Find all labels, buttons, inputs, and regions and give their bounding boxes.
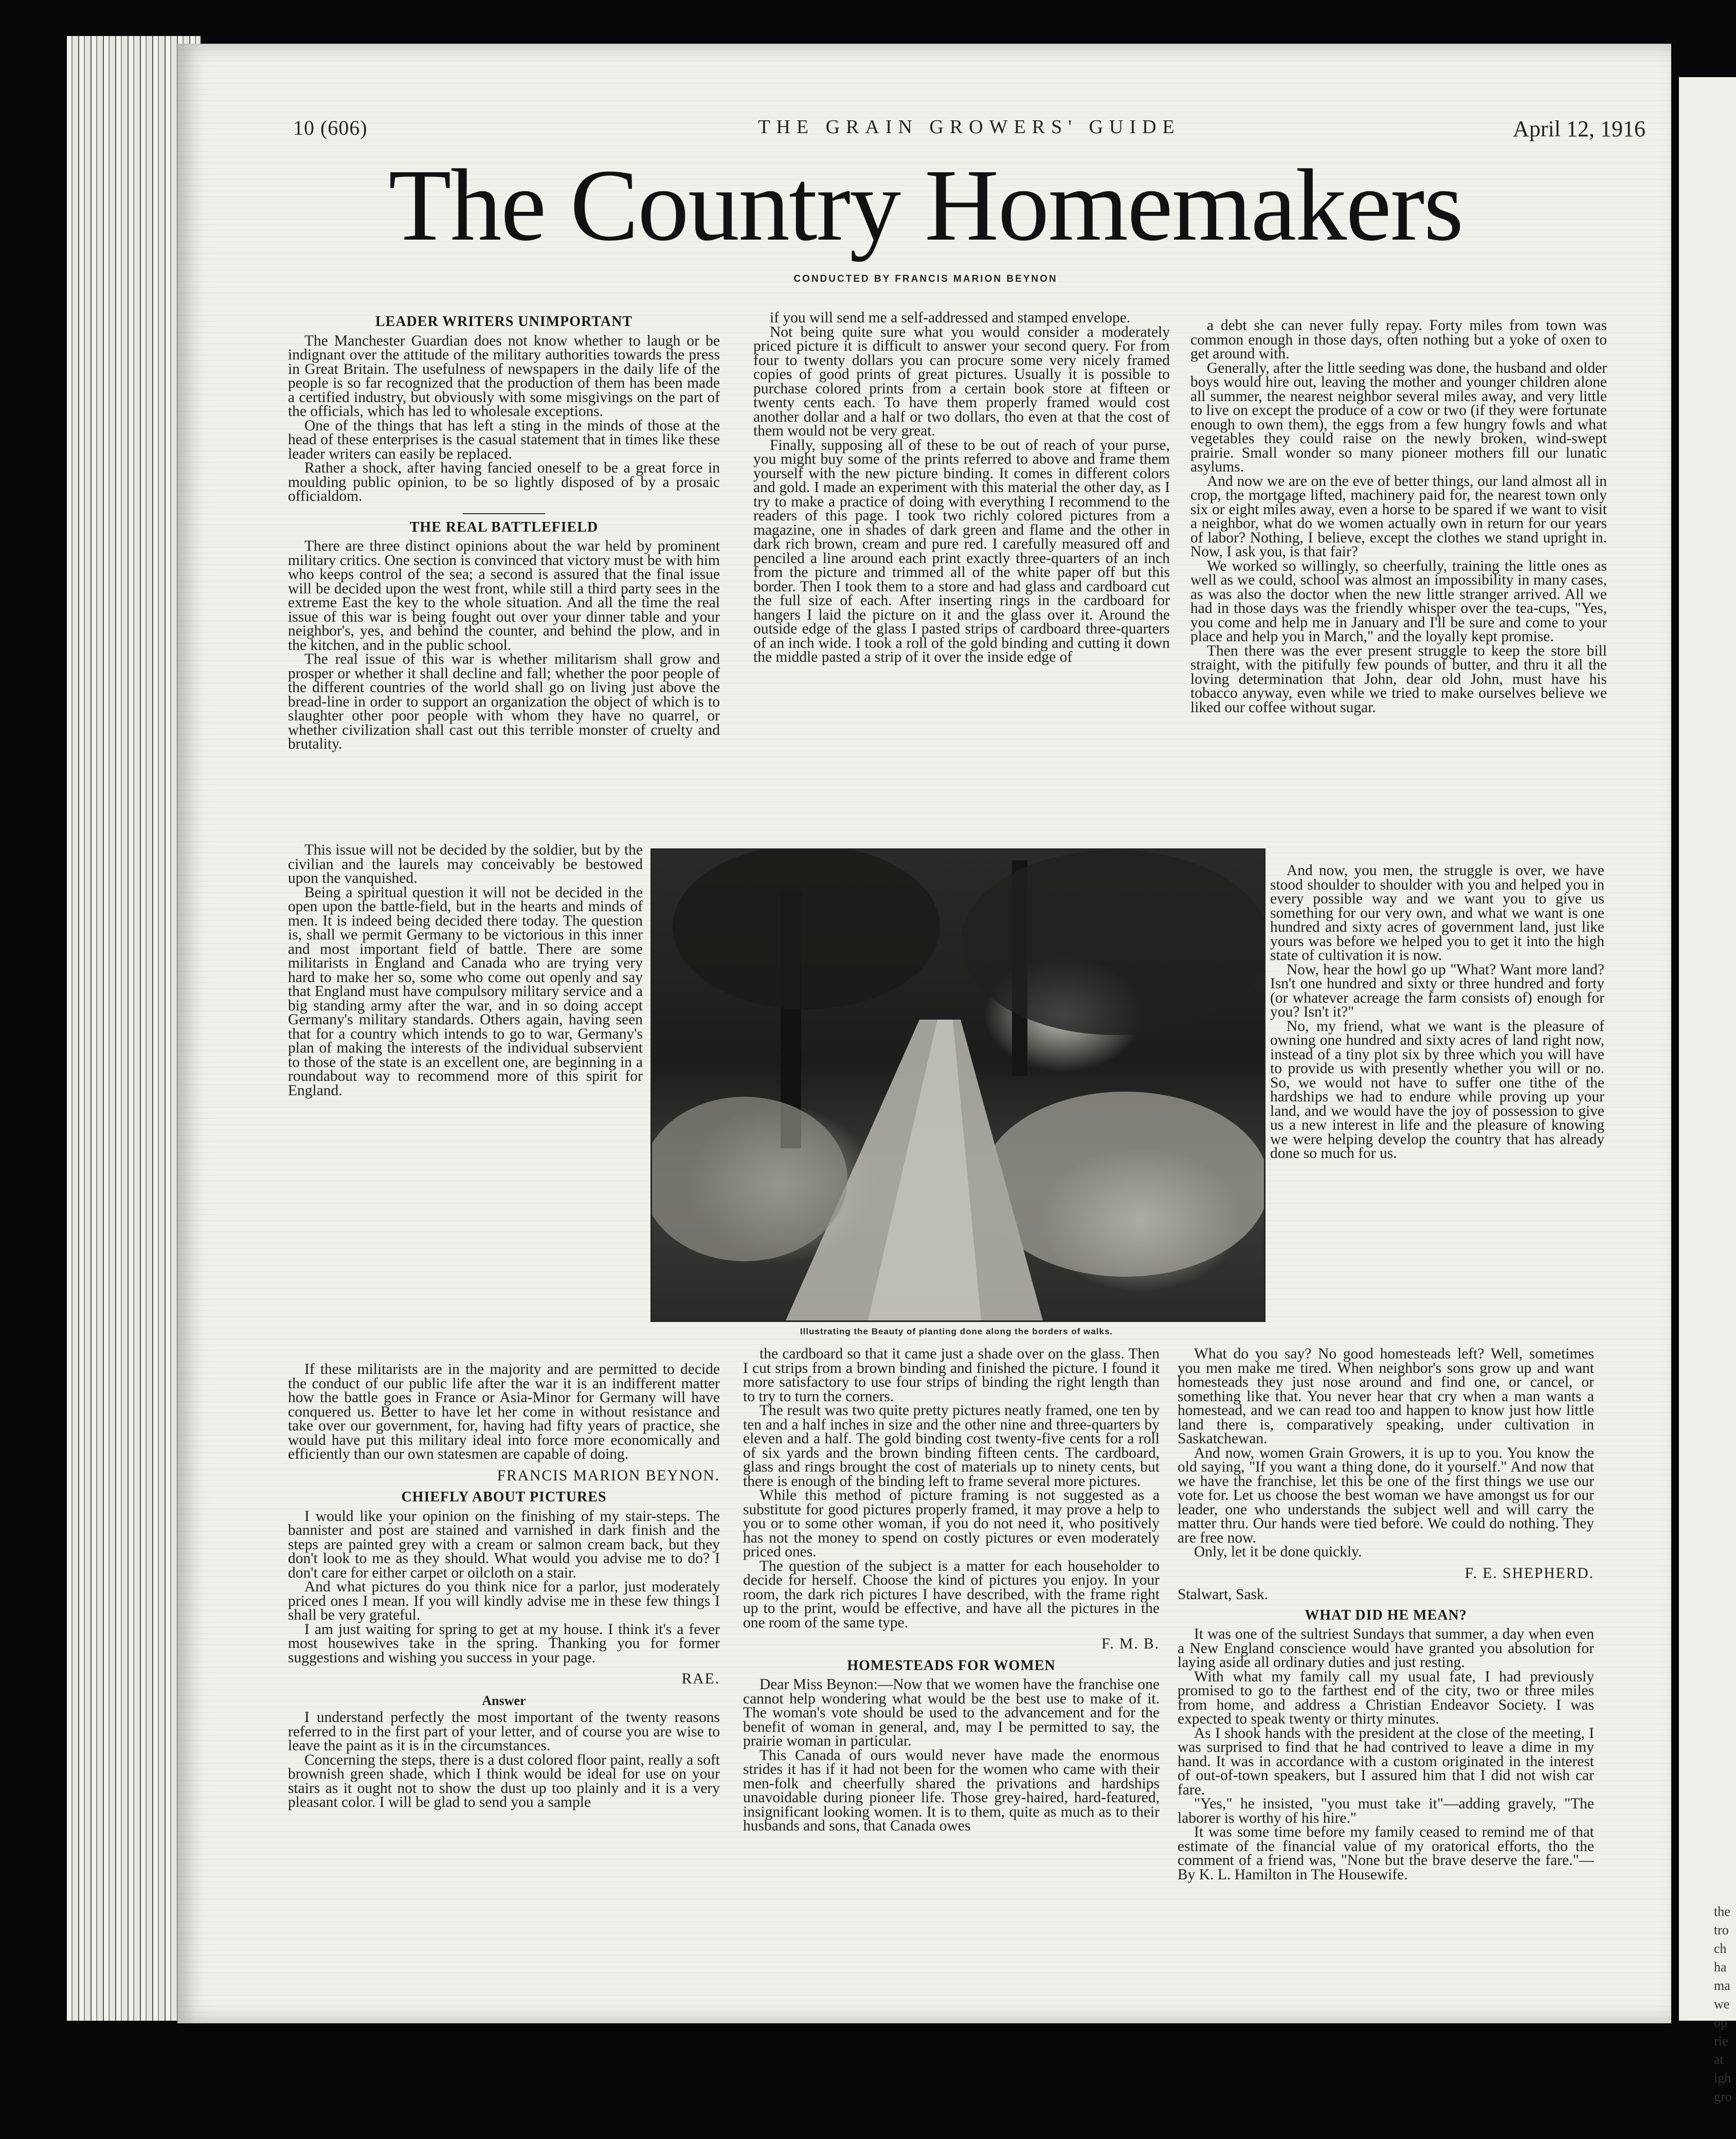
- paragraph: It was one of the sultriest Sundays that summer, a day when even a New England conscience would have granted you absolution for laying aside all ordinary duties and just resting.: [1178, 1626, 1594, 1671]
- signature: F. E. SHEPHERD.: [1464, 1565, 1594, 1582]
- paragraph: a debt she can never fully repay. Forty miles from town was common enough in those days, often nothing but a yoke of oxen to get around with.: [1190, 319, 1607, 362]
- adjacent-page-fragment: rie: [1714, 2034, 1728, 2049]
- signature: F. M. B.: [1101, 1636, 1160, 1652]
- paragraph: The question of the subject is a matter for each householder to decide for herself. Choose the kind of pictures you enjoy. In your room, the dark rich pictures I have described, with the frame right up to the print, would be effective, and have all the pictures in the one room of the same type.: [743, 1557, 1160, 1631]
- paragraph: the cardboard so that it came just a shade over on the glass. Then I cut strips from a brown binding and finished the picture. I found it more satisfactory to use four strips of binding the right length than to try to turn the corners.: [743, 1347, 1160, 1405]
- paragraph: As I shook hands with the president at the close of the meeting, I was surprised to find that he had contrived to leave a dime in my hand. It was in accordance with a custom originated in the interest of out-of-town speakers, but I assured him that I did not wish car fare.: [1178, 1725, 1594, 1798]
- paragraph: With what my family call my usual fate, I had previously promised to go to the farthest end of the city, two or three miles from home, and address a Christian Endeavor Society. I was expected to speak twenty or thirty minutes.: [1178, 1668, 1594, 1727]
- paragraph: I would like your opinion on the finishing of my stair-steps. The bannister and post are stained and varnished in dark finish and the steps are painted grey with a cream or salmon cream back, but they don't look to me as they should. What would you advise me to do? I don't care for either carpet or oilcloth on a stair.: [288, 1508, 720, 1581]
- paragraph: It was some time before my family ceased to remind me of that estimate of the financial value of my oratorical efforts, tho the comment of a friend was, "None but the brave deserve the fare."—By K. L. Hamilton in The Housewife.: [1178, 1824, 1594, 1883]
- paragraph: Only, let it be done quickly.: [1194, 1544, 1362, 1560]
- paragraph: Not being quite sure what you would consider a moderately priced picture it is difficult to answer your second query. For from four to twenty dollars you can procure some very nicely framed copies of good prints of great pictures. Usually it is possible to purchase colored prints from a certain book store at fifteen or twenty cents each. To have them properly framed would cost another dollar and a half or two dollars, tho even at that the cost of them would not be very great.: [753, 323, 1170, 439]
- paragraph: I am just waiting for spring to get at my house. I think it's a fever most housewives take in the spring. Thanking you for former suggestions and wishing you success in your page.: [288, 1621, 720, 1666]
- page-header: [293, 116, 1645, 147]
- paragraph: Finally, supposing all of these to be out of reach of your purse, you might buy some of the prints referred to above and frame them yourself with the new picture binding. It comes in different colors and gold. I made an experiment with this material the other day, as I try to make a practice of doing with everything I recommend to the readers of this page. I took two richly colored pictures from a magazine, one in shades of dark green and flame and the other in dark rich brown, cream and pure red. I carefully measured off and penciled a line around each print exactly three-quarters of an inch from the picture and trimmed all of the white paper off but this border. Then I took them to a store and had glass and cardboard cut the full size of each. After inserting rings in the cardboard for hangers I laid the picture on it and the glass over it. Around the outside edge of the glass I pasted strips of cardboard three-quarters of an inch wide. I took a roll of the gold binding and cutting it down the middle pasted a strip of it over the inside edge of: [753, 437, 1170, 665]
- adjacent-page-fragment: the: [1714, 1904, 1730, 1919]
- article-heading: WHAT DID HE MEAN?: [1305, 1607, 1467, 1623]
- paragraph: What do you say? No good homesteads left? Well, sometimes you men make me tired. When neighbor's sons grow up and want homesteads they just nose around and find one, or cancel, or something like that. You never hear that cry when a man wants a homestead, and we can read too and happen to know just how little land there is, comparatively speaking, under cultivation in Saskatchewan.: [1178, 1347, 1594, 1447]
- photo-caption: Illustrating the Beauty of planting done along the borders of walks.: [800, 1327, 1113, 1336]
- paragraph: Concerning the steps, there is a dust colored floor paint, really a soft brownish green shade, which I think would be ideal for use on your stairs as it ought not to show the dust up too plainly and it is a very pleasant color. I will be glad to send you a sample: [288, 1751, 720, 1810]
- paragraph: And now, women Grain Growers, it is up to you. You know the old saying, "If you want a thing done, do it yourself." And now that we have the franchise, let this be one of the first things we use our vote for. Let us choose the best woman we have amongst us for our leader, one who understands the subject well and will carry the matter thru. Our hands were tied before. We could do nothing. They are free now.: [1178, 1444, 1594, 1546]
- adjacent-page-fragment: we: [1714, 1997, 1730, 2011]
- paragraph: Now, hear the howl go up "What? Want more land? Isn't one hundred and sixty or three hundred and forty (or whatever acreage the farm consists of) enough for you? Isn't it?": [1270, 961, 1604, 1020]
- paragraph: This Canada of ours would never have made the enormous strides it has if it had not been for the women who came with their men-folk and cheerfully shared the privations and hardships unavoidable during pioneer life. Those grey-haired, hard-featured, insignificant looking women. It is to them, quite as much as to their husbands and sons, that Canada owes: [743, 1747, 1160, 1834]
- paragraph: We worked so willingly, so cheerfully, training the little ones as well as we could, school was almost an impossibility in many cases, as was also the doctor when the new little stranger arrived. All we had in those days was the friendly whisper over the tea-cups, "Yes, you come and help me in January and I'll be sure and come to your place and help you in March," and the loyally kept promise.: [1190, 557, 1607, 645]
- paragraph: I understand perfectly the most important of the twenty reasons referred to in the first part of your letter, and of course you are wise to leave the paint as it is in the circumstances.: [288, 1709, 720, 1754]
- divider: [463, 513, 545, 514]
- paragraph: "Yes," he insisted, "you must take it"—adding gravely, "The laborer is worthy of his hire.": [1178, 1796, 1594, 1826]
- adjacent-page: [1679, 77, 1736, 2104]
- adjacent-page-fragment: ha: [1714, 1960, 1727, 1974]
- paragraph: And now, you men, the struggle is over, we have stood shoulder to shoulder with you and helped you in every possible way and we want you to give us something for our very own, and what we want is one hundred and sixty acres of government land, just like yours was before we helped you to get it into the high state of cultivation it is now.: [1270, 864, 1604, 964]
- paragraph: If these militarists are in the majority and are permitted to decide the conduct of our public life after the war it is an indifferent matter how the battle goes in France or Asia-Minor for Germany will have conquered us. Better to have let her come in without resistance and take over our government, for, having had fifty years of practice, she would have put this military ideal into force more economically and efficiently than our own statesmen are capable of doing.: [288, 1363, 720, 1462]
- section-title: The Country Homemakers: [388, 149, 1463, 262]
- byline: CONDUCTED BY FRANCIS MARION BEYNON: [793, 274, 1058, 284]
- adjacent-page-fragment: tro: [1714, 1923, 1729, 1937]
- paragraph: And what pictures do you think nice for a parlor, just moderately priced ones I mean. If you will kindly advise me in these few things I shall be very grateful.: [288, 1579, 720, 1623]
- article-heading: LEADER WRITERS UNIMPORTANT: [375, 314, 633, 330]
- article-heading: CHIEFLY ABOUT PICTURES: [401, 1489, 607, 1505]
- paragraph: The result was two quite pretty pictures neatly framed, one ten by ten and a half inches in size and the other nine and three-quarters by eleven and a half. The gold binding cost twenty-five cents for a roll of six yards and the brown binding fifteen cents. The cardboard, glass and rings brought the cost of materials up to ninety cents, but there is enough of the binding left to frame several more pictures.: [743, 1402, 1160, 1490]
- adjacent-page-fragment: gro: [1714, 2089, 1732, 2104]
- paragraph: Then there was the ever present struggle to keep the store bill straight, with the pitifully few pounds of butter, and thru it all the loving determination that John, dear old John, must have his tobacco anyway, even while we tried to make ourselves believe we liked our coffee without sugar.: [1190, 642, 1607, 716]
- paragraph: While this method of picture framing is not suggested as a substitute for good pictures properly framed, it may prove a help to you or to some other woman, if you do not need it, who positively has not the money to spend on costly pictures or even moderately priced ones.: [743, 1487, 1160, 1560]
- paragraph: if you will send me a self-addressed and stamped envelope.: [770, 311, 1131, 326]
- page-number: 10 (606): [293, 116, 368, 139]
- adjacent-page-fragment: at: [1714, 2052, 1724, 2067]
- paragraph: The real issue of this war is whether militarism shall grow and prosper or whether it shall decline and fall; whether the poor people of the different countries of the world shall go on living just above the bread-line in order to support an organization the object of which is to slaughter other poor people with whom they have no quarrel, or whether civilization shall cast out this terrible monster of cruelty and brutality.: [288, 651, 720, 752]
- middle-column-top: [753, 311, 1170, 841]
- adjacent-page-text: [1714, 1902, 1734, 2106]
- paragraph: One of the things that has left a sting in the minds of those at the head of these enterprises is the casual statement that in times like these leader writers can easily be replaced.: [288, 417, 720, 462]
- answer-heading: Answer: [482, 1693, 526, 1708]
- paragraph: Generally, after the little seeding was done, the husband and older boys would hire out, leaving the mother and younger children alone all summer, the nearest neighbor several miles away, and very little to live on except the produce of a cow or two (if they were fortunate enough to own them), the eggs from a few hungry fowls and what vegetables they could raise on the newly broken, wind-swept prairie. Small wonder so many pioneer mothers fill our lunatic asylums.: [1190, 359, 1607, 475]
- adjacent-page-fragment: ma: [1714, 1978, 1730, 1993]
- middle-column-bottom: [743, 1347, 1160, 1892]
- right-column-top: [1190, 319, 1607, 859]
- signature: FRANCIS MARION BEYNON.: [497, 1467, 720, 1484]
- paragraph: There are three distinct opinions about the war held by prominent military critics. One section is convinced that victory must be with him who keeps control of the sea; a second is assured that the final issue will be decided upon the west front, while still a third party sees in the extreme East the key to the whole situation. And all the time the real issue of this war is being fought out over your dinner table and your neighbor's, yes, and behind the counter, and behind the plow, and in the kitchen, and in the public school.: [288, 538, 720, 654]
- paragraph: Rather a shock, after having fancied oneself to be a great force in moulding public opinion, to be so lightly disposed of by a prosaic officialdom.: [288, 460, 720, 504]
- left-lower-column: [288, 1363, 720, 1892]
- paragraph: This issue will not be decided by the soldier, but by the civilian and the laurels may conceivably be bestowed upon the vanquished.: [288, 843, 643, 886]
- adjacent-page-fragment: op: [1714, 2015, 1727, 2030]
- paragraph: No, my friend, what we want is the pleasure of owning one hundred and sixty acres of land right now, instead of a tiny plot six by three which you will have to provide us with presently whether you will or no. So, we would not have to suffer one tithe of the hardships we had to endure while proving up your land, and we would have the joy of possession to give us a new interest in life and the pleasure of knowing we were helping develop the country that has already done so much for us.: [1270, 1018, 1604, 1162]
- article-heading: HOMESTEADS FOR WOMEN: [847, 1657, 1056, 1674]
- right-column-bottom: [1178, 1347, 1594, 1892]
- publication-name: THE GRAIN GROWERS' GUIDE: [758, 116, 1181, 138]
- letter-location: Stalwart, Sask.: [1178, 1586, 1269, 1603]
- left-narrow-column: [288, 843, 643, 1357]
- article-heading: THE REAL BATTLEFIELD: [409, 519, 599, 535]
- adjacent-page-fragment: igh: [1714, 2071, 1731, 2086]
- garden-walk-photo: [650, 848, 1265, 1322]
- right-narrow-column: [1270, 864, 1604, 1357]
- adjacent-page-fragment: ch: [1714, 1941, 1727, 1956]
- garden-illustration: [652, 850, 1264, 1320]
- paragraph: Being a spiritual question it will not be decided in the open upon the battle-field, but in the hearts and minds of men. It is indeed being decided there today. The question is, shall we permit Germany to be victorious in this inner and most important field of battle. There are some militarists in England and Canada who are trying very hard to make her so, some who come out openly and say that England must have compulsory military service and a big standing army after the war, and in so doing accept Germany's military standards. Others again, having seen that for a country which intends to go to war, Germany's plan of making the interests of the individual subservient to those of the state is an excellent one, are beginning in a roundabout way to recommend more of this spirit for England.: [288, 884, 643, 1099]
- signature: RAE.: [681, 1671, 720, 1687]
- paragraph: Dear Miss Beynon:—Now that we women have the franchise one cannot help wondering what would be the best use to make of it. The woman's vote should be used to the advancement and for the benefit of woman in general, and, may I be permitted to say, the prairie woman in particular.: [743, 1676, 1160, 1749]
- paragraph: And now we are on the eve of better things, our land almost all in crop, the mortgage lifted, machinery paid for, the nearest town only six or eight miles away, even a horse to be spared if we want to visit a neighbor, what do we women actually own in return for our years of labor? Nothing, I believe, except the clothes we stand upright in. Now, I ask you, is that fair?: [1190, 473, 1607, 560]
- issue-date: April 12, 1916: [1513, 116, 1645, 141]
- paragraph: The Manchester Guardian does not know whether to laugh or be indignant over the attitude of the military authorities towards the press in Great Britain. The usefulness of newspapers in the daily life of the people is so far recognized that the production of them has been made a certified industry, but obviously with some misgivings on the part of the officials, which has led to wholesale exceptions.: [288, 332, 720, 420]
